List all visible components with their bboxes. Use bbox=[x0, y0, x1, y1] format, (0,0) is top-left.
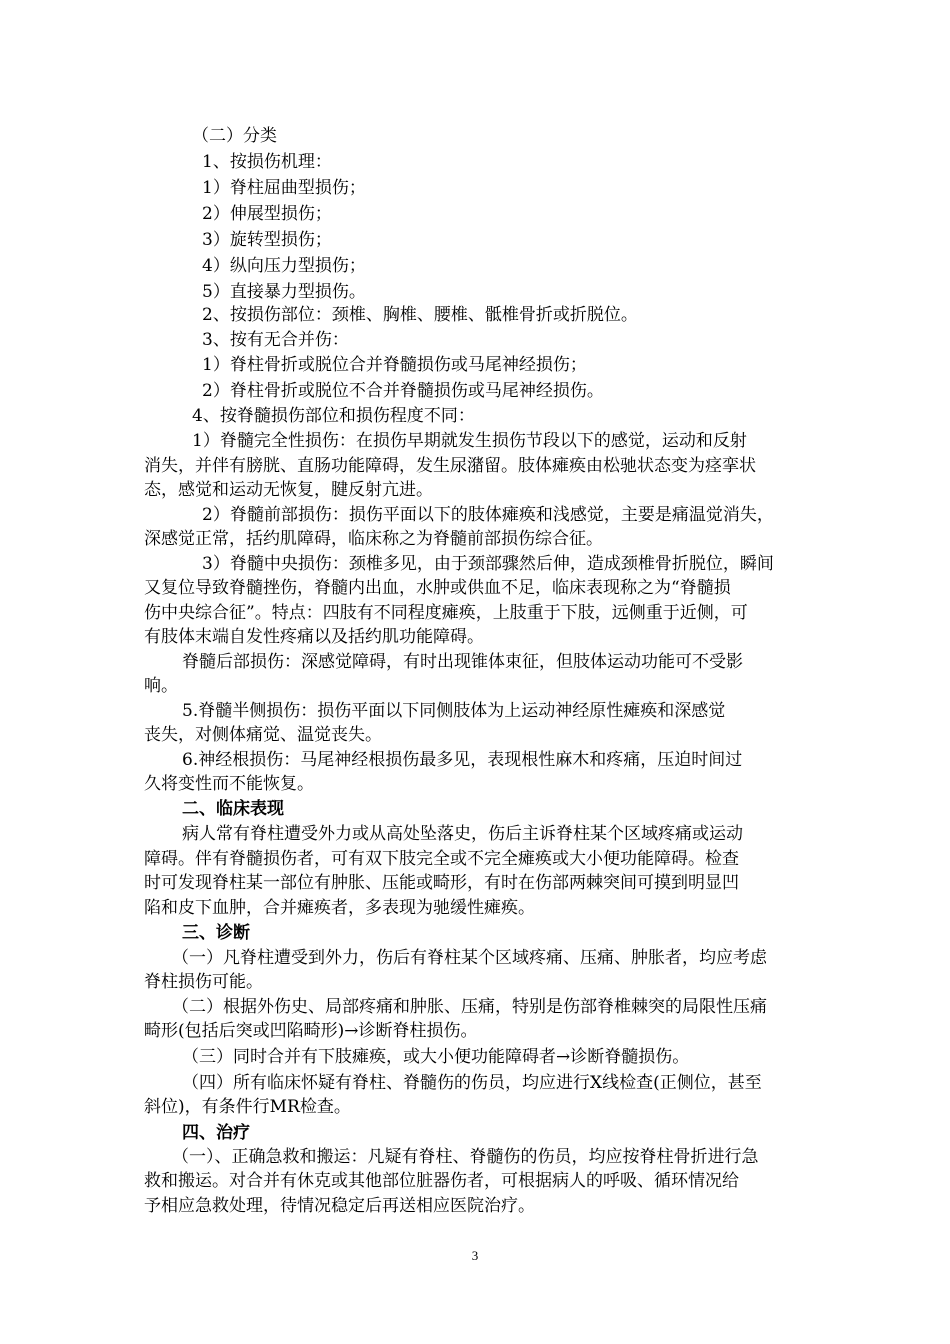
text-line: 1）脊柱屈曲型损伤； bbox=[202, 178, 366, 198]
text-line: 态，感觉和运动无恢复，腱反射亢进。 bbox=[144, 480, 433, 500]
text-line: （一）、正确急救和搬运：凡疑有脊柱、脊髓伤的伤员，均应按脊柱骨折进行急 bbox=[172, 1147, 759, 1167]
section-heading-diagnosis: 三、诊断 bbox=[182, 923, 250, 943]
text-line: 1、按损伤机理： bbox=[202, 152, 332, 172]
text-line: 有肢体末端自发性疼痛以及括约肌功能障碍。 bbox=[144, 627, 484, 647]
text-line: （四）所有临床怀疑有脊柱、脊髓伤的伤员，均应进行X线检查(正侧位，甚至 bbox=[182, 1073, 762, 1093]
text-line: 救和搬运。对合并有休克或其他部位脏器伤者，可根据病人的呼吸、循环情况给 bbox=[144, 1171, 739, 1191]
text-line: （二）根据外伤史、局部疼痛和肿胀、压痛，特别是伤部脊椎棘突的局限性压痛 bbox=[172, 997, 767, 1017]
text-line: 斜位)，有条件行MR检查。 bbox=[144, 1097, 351, 1117]
text-line: 5）直接暴力型损伤。 bbox=[202, 282, 366, 302]
text-line: 脊柱损伤可能。 bbox=[144, 972, 263, 992]
text-line: 3）脊髓中央损伤：颈椎多见，由于颈部骤然后伸，造成颈椎骨折脱位，瞬间 bbox=[202, 554, 774, 574]
text-line: 2、按损伤部位：颈椎、胸椎、腰椎、骶椎骨折或折脱位。 bbox=[202, 305, 638, 325]
text-line: 6.神经根损伤：马尾神经根损伤最多见，表现根性麻木和疼痛，压迫时间过 bbox=[182, 750, 743, 770]
text-line: 脊髓后部损伤：深感觉障碍，有时出现锥体束征，但肢体运动功能可不受影 bbox=[182, 652, 743, 672]
section-heading-clinical: 二、临床表现 bbox=[182, 799, 284, 819]
text-line: 予相应急救处理，待情况稳定后再送相应医院治疗。 bbox=[144, 1196, 535, 1216]
text-line: 2）伸展型损伤； bbox=[202, 204, 332, 224]
text-line: 2）脊髓前部损伤：损伤平面以下的肢体瘫痪和浅感觉，主要是痛温觉消失， bbox=[202, 505, 774, 525]
text-line: 病人常有脊柱遭受外力或从高处坠落史，伤后主诉脊柱某个区域疼痛或运动 bbox=[182, 824, 743, 844]
text-line: 陷和皮下血肿，合并瘫痪者，多表现为驰缓性瘫痪。 bbox=[144, 898, 535, 918]
text-line: 3、按有无合并伤： bbox=[202, 330, 349, 350]
text-line: 1）脊髓完全性损伤：在损伤早期就发生损伤节段以下的感觉，运动和反射 bbox=[192, 431, 747, 451]
subheading-classification: （二）分类 bbox=[192, 126, 277, 146]
text-line: 2）脊柱骨折或脱位不合并脊髓损伤或马尾神经损伤。 bbox=[202, 381, 604, 401]
text-line: （一）凡脊柱遭受到外力，伤后有脊柱某个区域疼痛、压痛、肿胀者，均应考虑 bbox=[172, 948, 767, 968]
text-line: 3）旋转型损伤； bbox=[202, 230, 332, 250]
section-heading-treatment: 四、治疗 bbox=[182, 1123, 250, 1143]
text-line: 1）脊柱骨折或脱位合并脊髓损伤或马尾神经损伤； bbox=[202, 355, 587, 375]
text-line: 又复位导致脊髓挫伤，脊髓内出血，水肿或供血不足，临床表现称之为“脊髓损 bbox=[144, 578, 731, 598]
text-line: 消失，并伴有膀胱、直肠功能障碍，发生尿潴留。肢体瘫痪由松驰状态变为痉挛状 bbox=[144, 456, 756, 476]
text-line: 久将变性而不能恢复。 bbox=[144, 774, 314, 794]
text-line: 4）纵向压力型损伤； bbox=[202, 256, 366, 276]
text-line: 5.脊髓半侧损伤：损伤平面以下同侧肢体为上运动神经原性瘫痪和深感觉 bbox=[182, 701, 726, 721]
text-line: 时可发现脊柱某一部位有肿胀、压能或畸形，有时在伤部两棘突间可摸到明显凹 bbox=[144, 873, 739, 893]
text-line: 畸形(包括后突或凹陷畸形)→诊断脊柱损伤。 bbox=[144, 1021, 478, 1041]
page-number: 3 bbox=[471, 1248, 479, 1263]
text-line: 丧失，对侧体痛觉、温觉丧失。 bbox=[144, 725, 382, 745]
text-line: 响。 bbox=[144, 676, 178, 696]
text-line: 深感觉正常，括约肌障碍，临床称之为脊髓前部损伤综合征。 bbox=[144, 529, 603, 549]
text-line: 4、按脊髓损伤部位和损伤程度不同： bbox=[192, 406, 475, 426]
text-line: 伤中央综合征”。特点：四肢有不同程度瘫痪，上肢重于下肢，远侧重于近侧，可 bbox=[144, 603, 748, 623]
text-line: 障碍。伴有脊髓损伤者，可有双下肢完全或不完全瘫痪或大小便功能障碍。检查 bbox=[144, 849, 739, 869]
text-line: （三）同时合并有下肢瘫痪，或大小便功能障碍者→诊断脊髓损伤。 bbox=[182, 1047, 690, 1067]
